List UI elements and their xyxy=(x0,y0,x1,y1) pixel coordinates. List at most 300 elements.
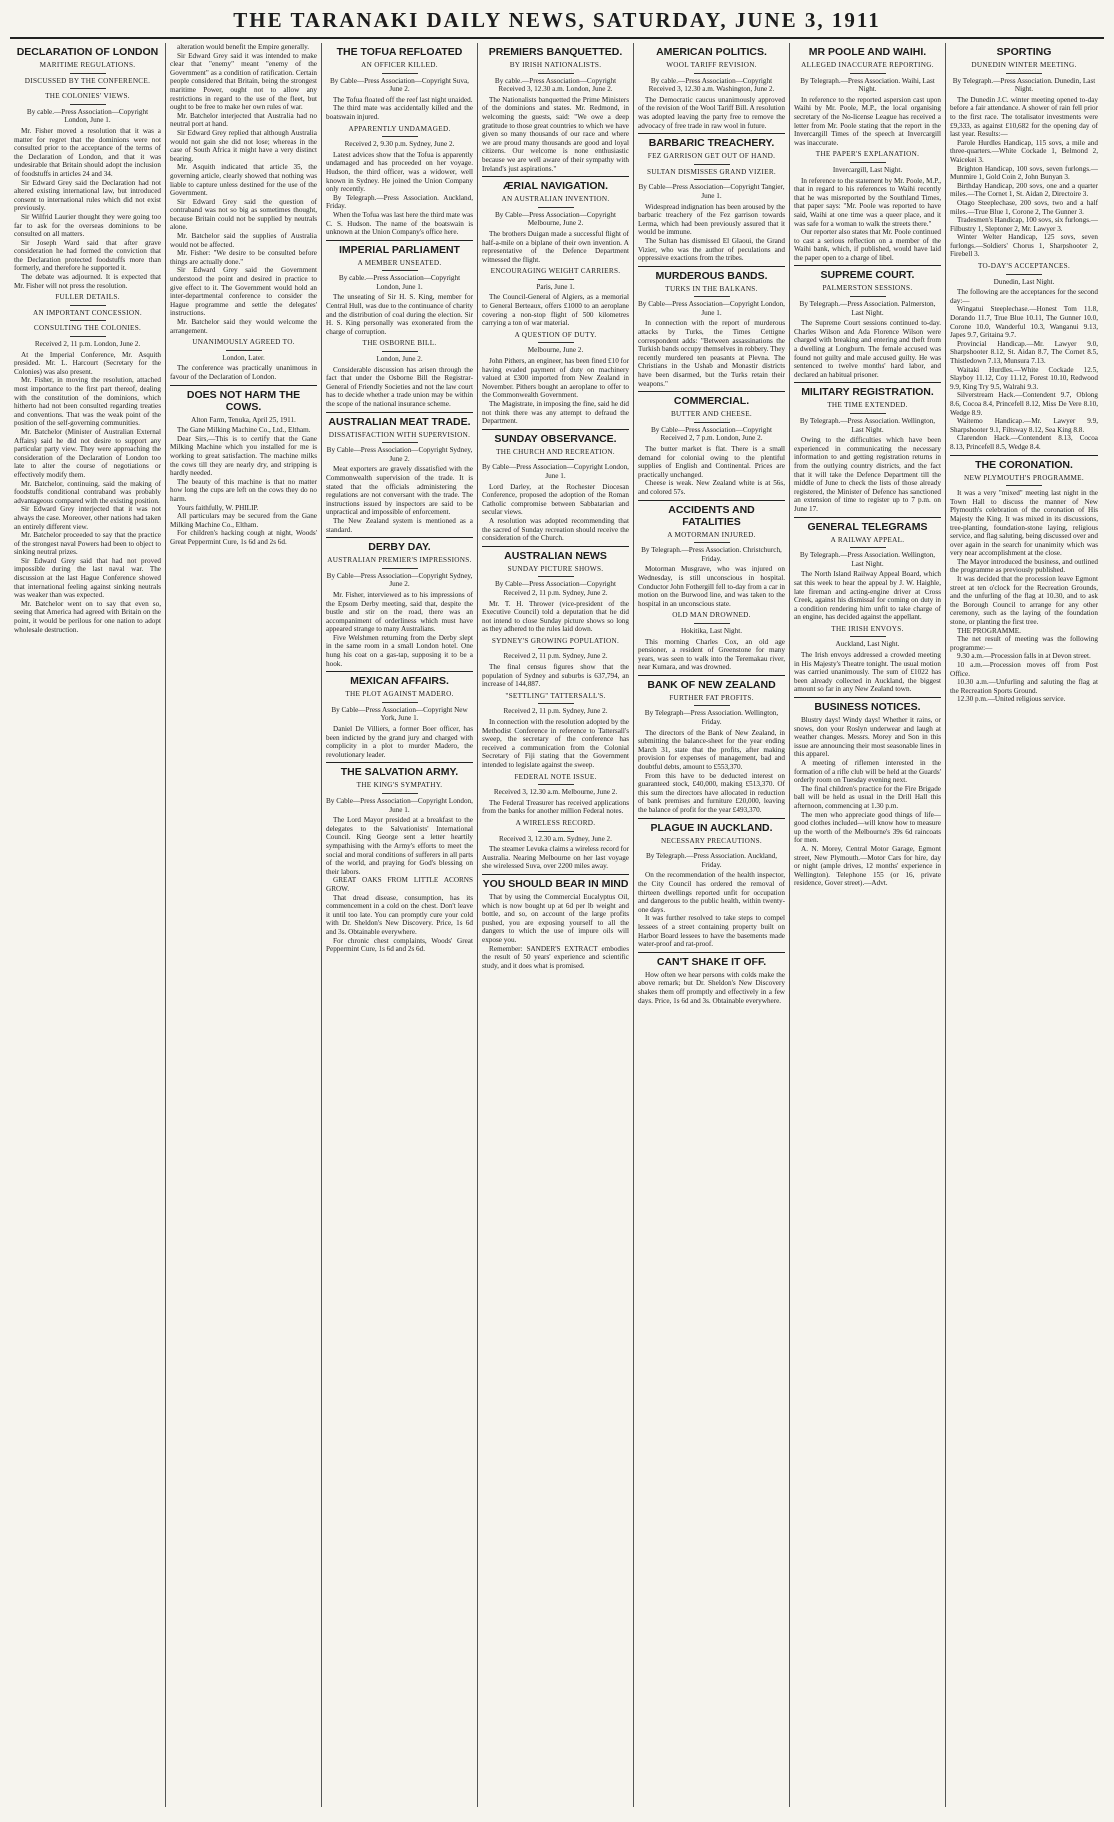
article-headline: GENERAL TELEGRAMS xyxy=(794,517,941,533)
article-paragraph: Sir Joseph Ward said that after grave consideration he had formed the conviction that the Declaration protected foodstuffs more than formerly, and therefore he supported it. xyxy=(14,238,161,273)
article-subhead: ALLEGED INACCURATE REPORTING. xyxy=(801,61,934,69)
article xyxy=(482,267,629,328)
article-body xyxy=(482,96,629,173)
divider-rule xyxy=(382,351,418,352)
article-paragraph: That by using the Commercial Eucalyptus Oil, which is now bought up at 6d per lb weight and bottle, and so, on account of the large profits pushed, you are exposing yourself to all the dangers to which the use of impure oils will expose you. xyxy=(482,892,629,944)
article xyxy=(170,43,317,335)
article-byline: By Cable—Press Association—Copyright Received 2, 7 p.m. London, June 2. xyxy=(651,425,772,443)
article xyxy=(326,240,473,337)
article-byline: Received 2, 11 p.m. London, June 2. xyxy=(34,340,141,349)
article-body xyxy=(794,436,941,513)
article-headline: THE TOFUA REFLOATED xyxy=(336,46,463,58)
divider-rule xyxy=(694,179,730,180)
article-paragraph: Mr. Fisher, interviewed as to his impressions of the Epsom Derby meeting, said that, despite the bustle and stir on the road, there was an accompaniment of orderliness which must have appeared strange to many Australians. xyxy=(326,590,473,634)
article-paragraph: A meeting of riflemen interested in the formation of a rifle club will be held at the Guards' orderly room on Tuesday evening next. xyxy=(794,759,941,785)
article-byline: By cable.—Press Association—Copyright London, June 1. xyxy=(26,107,149,125)
article-subhead: THE PLOT AGAINST MADERO. xyxy=(345,690,454,699)
divider-rule xyxy=(538,459,574,460)
article-subhead: NECESSARY PRECAUTIONS. xyxy=(661,836,762,845)
article-body xyxy=(638,203,785,263)
article-byline: Auckland, Last Night. xyxy=(835,640,900,649)
article-body xyxy=(794,96,941,148)
article-subhead: FEZ GARRISON GET OUT OF HAND. xyxy=(647,152,776,161)
article-byline: By Cable—Press Association—Copyright London, June 1. xyxy=(326,797,473,814)
article-paragraph: alteration would benefit the Empire generally. xyxy=(177,43,310,51)
article-paragraph: Dear Sirs,—This is to certify that the Gane Milking Machine which you installed for me is working to great satisfaction. The machine milks the cows till they are nearly dry, and stripping is hardly needed. xyxy=(170,434,317,478)
article-body xyxy=(638,565,785,608)
article-paragraph: Daniel De Villiers, a former Boer officer, has been indicted by the grand jury and charged with complicity in a plot to murder Madero, the revolutionary leader. xyxy=(326,725,473,759)
article xyxy=(638,46,785,130)
article xyxy=(638,133,785,263)
divider-rule xyxy=(538,576,574,577)
article-paragraph: It was a very "mixed" meeting last night in the Town Hall to discuss the manner of New Plymouth's celebration of the coronation of His Majesty the King. It was mixed in its discussions, tree-planting, foundation-stone laying, religious service, and flag saluting, being discussed over and over again in the search for unanimity which was very near accomplishment at the close. xyxy=(950,489,1098,558)
article xyxy=(638,391,785,496)
article-subhead: ENCOURAGING WEIGHT CARRIERS. xyxy=(490,267,621,276)
article-paragraph: Widespread indignation has been aroused by the barbaric treachery of the Fez garrison towards Lerma, which had been previously assured that it would be immune. xyxy=(638,202,785,237)
article xyxy=(482,429,629,543)
article-byline: Paris, June 1. xyxy=(536,282,575,291)
article-paragraph: It was further resolved to take steps to compel lessees of a street containing property built on Harbor Board lessees to have the basements made water-proof and rat-proof. xyxy=(638,914,785,949)
article-subhead: SYDNEY'S GROWING POPULATION. xyxy=(491,636,620,645)
article-paragraph: The net result of meeting was the following programme:— xyxy=(950,635,1098,652)
article xyxy=(638,818,785,949)
article-paragraph: The unseating of Sir H. S. King, member for Central Hull, was due to the continuance of charity and the distribution of coal during the election. Sir H. S. King personally was exonerated from the charge of corruption. xyxy=(326,293,473,336)
article-paragraph: Remember: SANDER'S EXTRACT embodies the result of 50 years' experience and scientific study, and it does what is promised. xyxy=(482,944,629,970)
article-body xyxy=(794,570,941,622)
article-paragraph: The final census figures show that the population of Sydney and suburbs is 637,794, an increase of 144,887. xyxy=(482,663,629,689)
article-headline: CAN'T SHAKE IT OFF. xyxy=(638,952,785,968)
article-subhead: A WIRELESS RECORD. xyxy=(515,818,596,827)
article-byline: Hokitika, Last Night. xyxy=(680,626,743,635)
article-byline: By Cable—Press Association—Copyright Received 2, 11 p.m. Sydney, June 2. xyxy=(495,580,616,597)
article-paragraph: Mr. Batchelor said they would welcome the arrangement. xyxy=(170,318,317,335)
article xyxy=(326,125,473,237)
article-body xyxy=(482,845,629,871)
article-headline: PREMIERS BANQUETTED. xyxy=(488,46,623,58)
article-paragraph: THE PROGRAMME. xyxy=(957,626,1021,635)
article-body xyxy=(482,293,629,327)
article-subhead: "SETTLING" TATTERSALL'S. xyxy=(505,691,606,700)
article-byline: By Cable—Press Association—Copyright Tangier, June 1. xyxy=(638,183,785,200)
article-body xyxy=(14,351,161,635)
article-headline: THE CORONATION. xyxy=(950,455,1098,471)
article-paragraph: The Irish envoys addressed a crowded meeting in His Majesty's Theatre tonight. The usual motion was carried unanimously. The sum of £1022 has been already collected in Auckland, the biggest amount so far in any New Zealand town. xyxy=(794,651,941,694)
article-paragraph: Five Welshmen returning from the Derby slept in the same room in a small London hotel. One hung his coat on a gas-tap, supposing it to be a hook. xyxy=(326,633,473,668)
article-byline: By Cable—Press Association—Copyright London, June 1. xyxy=(638,300,785,317)
article-byline: By cable.—Press Association—Copyright London, June 1. xyxy=(338,274,461,291)
article xyxy=(638,500,785,609)
article xyxy=(482,546,629,634)
article-paragraph: When the Tofua was last here the third mate was C. S. Hudson. The name of the boatswain is unknown at the Union Company's office here. xyxy=(326,210,473,237)
column xyxy=(322,43,478,1807)
article-paragraph: The Gane Milking Machine Co., Ltd., Eltham. xyxy=(177,426,311,435)
article-paragraph: The beauty of this machine is that no matter how long the cups are left on the cows they do no harm. xyxy=(170,477,317,503)
article-subhead: DUNEDIN WINTER MEETING. xyxy=(971,61,1077,69)
article xyxy=(950,46,1098,259)
article-body xyxy=(170,364,317,381)
article-subhead: AN OFFICER KILLED. xyxy=(361,61,438,69)
article-subhead: THE CHURCH AND RECREATION. xyxy=(496,447,615,456)
divider-rule xyxy=(538,648,574,649)
article-paragraph: 12.30 p.m.—United religious service. xyxy=(957,695,1066,704)
article xyxy=(794,697,941,888)
divider-rule xyxy=(382,793,418,794)
article-subhead: THE OSBORNE BILL. xyxy=(362,339,437,348)
article xyxy=(482,819,629,871)
article-body xyxy=(638,319,785,388)
divider-rule xyxy=(538,279,574,280)
article-byline: By Telegraph.—Press Association. Auckland, Friday. xyxy=(645,852,778,869)
article-body xyxy=(638,871,785,948)
article xyxy=(950,262,1098,451)
article-paragraph: 10.30 a.m.—Unfurling and saluting the flag at the Recreation Sports Ground. xyxy=(950,678,1098,695)
article-byline: London, June 2. xyxy=(376,355,423,364)
article-subhead: SUNDAY PICTURE SHOWS. xyxy=(507,564,604,573)
article xyxy=(482,176,629,264)
article xyxy=(794,625,941,694)
article-subhead: TO-DAY'S ACCEPTANCES. xyxy=(977,262,1071,271)
article-paragraph: Clarendon Hack.—Contendent 8.13, Cocoa 8.13, Princefell 8.5, Wedge 8.4. xyxy=(950,434,1098,451)
article-headline: MR POOLE AND WAIHI. xyxy=(808,46,927,58)
article-body xyxy=(482,663,629,689)
column xyxy=(634,43,790,1807)
article-paragraph: Otago Steeplechase, 200 sovs, two and a half miles.—True Blue 1, Corone 2, The Gunner 3. xyxy=(950,198,1098,216)
article-body xyxy=(170,426,317,546)
article-subhead: DISSATISFACTION WITH SUPERVISION. xyxy=(328,430,471,439)
divider-rule xyxy=(1006,73,1042,74)
divider-rule xyxy=(382,73,418,74)
article-paragraph: That dread disease, consumption, has its commencement in a cold on the chest. Don't leave it until too late. You can promptly cure your cold with Dr. Sheldon's New Discovery. Price, 1s 6d and 3s. Obtainable everywhere. xyxy=(326,893,473,936)
article-paragraph: Blustry days! Windy days! Whether it rains, or snows, don your Roslyn underwear and laugh at weather changes. Messrs. Morey and Son in this issue are announcing their most seasonable lines in this apparel. xyxy=(794,716,941,759)
divider-rule xyxy=(850,162,886,163)
divider-rule xyxy=(1006,485,1042,486)
article-headline: PLAGUE IN AUCKLAND. xyxy=(638,818,785,834)
article-byline: Received 3, 12.30 a.m. Melbourne, June 2. xyxy=(493,788,618,797)
article-paragraph: Sir Edward Grey replied that although Australia would not gain she did not lose; whereas in the case of South Africa it might have a very distinct bearing. xyxy=(170,128,317,163)
article-paragraph: How often we hear persons with colds make the above remark; but Dr. Sheldon's New Discovery shakes them off promptly and effectively in a few days. Price, 1s 6d and 3s. Obtainable everywhere. xyxy=(638,970,785,1005)
article-subhead: UNANIMOUSLY AGREED TO. xyxy=(192,338,295,347)
article xyxy=(326,412,473,535)
article-paragraph: Meat exporters are gravely dissatisfied with the Commonwealth supervision of the trade. It is stated that the officials administering the regulations are not conversant with the trade. The instructions issued by inspectors are said to be unpractical and impossible of enforcement. xyxy=(326,465,473,517)
divider-rule xyxy=(70,305,106,306)
article-body xyxy=(326,293,473,336)
article-paragraph: At the Imperial Conference, Mr. Asquith presided. Mr. L. Harcourt (Secretary for the Colonies) was also present. xyxy=(14,350,161,376)
article-byline: By Telegraph—Press Association. Wellington, Friday. xyxy=(644,709,779,727)
article-paragraph: Parole Hurdles Handicap, 115 sovs, a mile and three-quarters.—White Cockade 1, Belmond 2, Waicekei 3. xyxy=(950,138,1098,164)
article-paragraph: The Sultan has dismissed El Glaoui, the Grand Vizier, who was the author of peculations and oppressive exactions from the tribes. xyxy=(638,236,785,263)
article-byline: By Telegraph.—Press Association. Waihi, Last Night. xyxy=(800,76,935,94)
article-paragraph: The steamer Levuka claims a wireless record for Australia. Nearing Melbourne on her last voyage she wirelessed Suva, over 2200 miles away. xyxy=(482,845,629,871)
article-paragraph: Sir Edward Grey said the Government understood the point and desired in practice to give effect to it. The Government would hold an inter-departmental conference to consider the Hague programme and settle the delegates' instructions. xyxy=(170,266,317,318)
article-subhead: DISCUSSED BY THE CONFERENCE. xyxy=(24,76,151,85)
article xyxy=(638,952,785,1005)
article-body xyxy=(482,357,629,426)
article-paragraph: Brighton Handicap, 100 sovs, seven furlongs.—Munmire 1, Gold Coin 2, John Bunyan 3. xyxy=(950,164,1098,182)
article-paragraph: In connection with the resolution adopted by the Methodist Conference in reference to Tattersall's sweep, the secretary of the conference has received a communication from the Colonial Secretary of Fiji stating that the Government intended to legislate against the sweep. xyxy=(482,718,629,769)
article-byline: By Telegraph.—Press Association. Christchurch, Friday. xyxy=(641,546,782,563)
article-paragraph: This morning Charles Cox, an old age pensioner, a resident of Greenstone for many years, was seen to walk into the Teremakau river, near Kumara, and was drowned. xyxy=(638,637,785,672)
article-body xyxy=(638,729,785,815)
article-headline: BUSINESS NOTICES. xyxy=(794,697,941,713)
article-subhead: THE PAPER'S EXPLANATION. xyxy=(815,150,920,159)
article-paragraph: Sir Edward Grey said that had not proved impossible during the last naval war. The discussion at the last Hague Conference showed that international feeling against sinking neutrals was weaker than was expected. xyxy=(14,556,161,600)
article-body xyxy=(326,96,473,122)
article-body xyxy=(638,638,785,672)
article-byline: London, Later. xyxy=(222,353,265,362)
divider-rule xyxy=(70,104,106,105)
article-body xyxy=(794,177,941,263)
article xyxy=(170,338,317,381)
article-paragraph: The butter market is flat. There is a small demand for colonial owing to the plentiful supplies of English and Continental. Prices are practically unchanged. xyxy=(638,445,785,479)
article-body xyxy=(638,445,785,497)
article-subhead: BUTTER AND CHEESE. xyxy=(670,410,753,419)
article-paragraph: The debate was adjourned. It is expected that Mr. Fisher will not press the resolution. xyxy=(14,273,161,290)
article-headline: MURDEROUS BANDS. xyxy=(638,266,785,282)
divider-rule xyxy=(694,848,730,849)
article-body xyxy=(950,489,1098,704)
divider-rule xyxy=(538,73,574,74)
article xyxy=(482,637,629,689)
article-byline: By Cable—Press Association—Copyright New York, June 1. xyxy=(331,705,468,723)
article-paragraph: 9.30 a.m.—Procession falls in at Devon street. xyxy=(957,652,1091,661)
article xyxy=(638,611,785,672)
article-paragraph: Mr. Fisher: "We desire to be consulted before things are actually done." xyxy=(170,249,317,266)
article xyxy=(794,46,941,147)
article-paragraph: Mr. Batchelor said the supplies of Australia would not be affected. xyxy=(170,232,317,249)
divider-rule xyxy=(850,636,886,637)
article-paragraph: Owing to the difficulties which have been experienced in communicating the necessary information to and getting registration returns in from the outlying country districts, and the fact that it will take the Defence Department till the middle of June to check the lists of those already registered, the Minister of Defence has sanctioned an extension of time to register up to 7 p.m. on June 17. xyxy=(794,436,941,513)
article-subhead: THE COLONIES' VIEWS. xyxy=(45,92,130,101)
divider-rule xyxy=(538,207,574,208)
divider-rule xyxy=(382,442,418,443)
divider-rule xyxy=(850,547,886,548)
article-byline: By Telegraph.—Press Association. Wellington, Last Night. xyxy=(799,551,936,568)
article-paragraph: Mr. T. H. Thrower (vice-president of the Executive Council) told a deputation that he did not intend to close Sunday picture shows so long as they adhered to the rules laid down. xyxy=(482,599,629,634)
article-paragraph: Provincial Handicap.—Mr. Lawyer 9.0, Sharpshooter 8.12, St. Aidan 8.7, The Cornet 8.5, Thistledown 7.13, Munsura 7.13. xyxy=(950,339,1098,365)
article-byline: By Cable—Press Association—Copyright Melbourne, June 2. xyxy=(495,210,616,228)
article-subhead: SULTAN DISMISSES GRAND VIZIER. xyxy=(646,167,777,176)
divider-rule xyxy=(850,413,886,414)
article xyxy=(794,517,941,622)
article-subhead: NEW PLYMOUTH'S PROGRAMME. xyxy=(964,473,1084,482)
divider-rule xyxy=(694,296,730,297)
article-paragraph: Mr. Fisher, in moving the resolution, attached most importance to the first part thereof, dealing with the constitution of the dominions, which hitherto had not been consulted regarding treaties and conventions. That was the weak point of the position of the self-governing communities. xyxy=(14,376,161,428)
column xyxy=(478,43,634,1807)
article-subhead: AN IMPORTANT CONCESSION. xyxy=(33,308,142,317)
article-paragraph: Silverstream Hack.—Contendent 9.7, Oblong 8.6, Cocoa 8.4, Princefell 8.12, Miss De Vere 8.10, Wedge 8.9. xyxy=(950,391,1098,417)
article-paragraph: It was decided that the procession leave Egmont street at ten o'clock for the Recreation Grounds, and the unfurling of the flag at 10.30, and to ask the Borough Council to arrange for any other ceremony, such as the laying of the foundation stone, or planting the first tree. xyxy=(950,575,1098,627)
article xyxy=(14,293,161,634)
article-body xyxy=(950,288,1098,451)
article-byline: By Telegraph.—Press Association. Dunedin, Last Night. xyxy=(952,76,1096,94)
masthead: THE TARANAKI DAILY NEWS, SATURDAY, JUNE 3, 1911 xyxy=(10,8,1104,39)
column xyxy=(10,43,166,1807)
article-headline: DERBY DAY. xyxy=(326,537,473,553)
article-headline: AMERICAN POLITICS. xyxy=(656,46,767,58)
article-paragraph: Lord Darley, at the Rochester Diocesan Conference, proposed the adoption of the Roman Catholic compromise between Sabbatarian and secular views. xyxy=(482,482,629,517)
article xyxy=(482,692,629,770)
article-body xyxy=(794,651,941,694)
article-paragraph: Tradesmen's Handicap, 100 sovs, six furlongs.—Filbustry 1, Sleptoner 2, Mr. Lawyer 3. xyxy=(950,216,1098,233)
article-paragraph: Winter Welter Handicap, 125 sovs, seven furlongs.—Soldiers' Chorus 1, Sharpshooter 2, Firebell 3. xyxy=(950,233,1098,259)
divider-rule xyxy=(538,831,574,832)
divider-rule xyxy=(70,336,106,337)
article-paragraph: Mr. Batchelor went on to say that even so, seeing that America had agreed with Britain on the point, it would be perilous for one nation to adopt wholesale destruction. xyxy=(14,599,161,634)
article-paragraph: 10 a.m.—Procession moves off from Post Office. xyxy=(950,661,1098,678)
article xyxy=(638,675,785,815)
article-paragraph: Mr. Fisher moved a resolution that it was a matter for regret that the dominions were not consulted prior to the acceptance of the terms of the Declaration of London, and that it was undesirable that Britain should adopt the inclusion of foodstuffs in articles 24 and 34. xyxy=(14,126,161,178)
article-paragraph: In reference to the reported aspersion cast upon Waihi by Mr. Poole, M.P., the local organising secretary of the No-license League has received a letter from Mr. Poole stating that the report in the Invercargill Times of the speech at Invercargill was inaccurate. xyxy=(794,95,941,147)
divider-rule xyxy=(694,542,730,543)
article-paragraph: For chronic chest complaints, Woods' Great Peppermint Cure, 1s 6d and 2s 6d. xyxy=(326,936,473,954)
article-paragraph: Sir Edward Grey said it was intended to make clear that "enemy" meant "enemy of the Government" as a condition of ratification. Certain people considered that Britain, being the strongest maritime Power, ought not to allow any restrictions in regard to the use of the fleet, but ought to be free to make her own rules of war. xyxy=(170,51,317,112)
divider-rule xyxy=(70,73,106,74)
article xyxy=(482,874,629,970)
article-subhead: THE TIME EXTENDED. xyxy=(827,401,908,410)
article-paragraph: The third mate was accidentally killed and the boatswain injured. xyxy=(326,104,473,121)
article xyxy=(326,339,473,408)
divider-rule xyxy=(382,568,418,569)
article-paragraph: From this have to be deducted interest on guaranteed stock, £40,000, making £513,370. Of this sum the directors have allocated in reduction of bank premises and furniture £20,000, leaving the balance of profit for the year £493,370. xyxy=(638,771,785,814)
article-paragraph: The Federal Treasurer has received applications from the banks for another million Federal notes. xyxy=(482,798,629,816)
article-subhead: FURTHER FAT PROFITS. xyxy=(669,693,754,702)
article-paragraph: Yours faithfully, W. PHILIP. xyxy=(177,503,259,512)
article-byline: By Cable—Press Association—Copyright Suva, June 2. xyxy=(330,76,469,94)
article-paragraph: The Dunedin J.C. winter meeting opened to-day before a fair attendance. A shower of rain fell prior to the first race. The totalisator investments were £9,333, as against £10,682 for the opening day of last year. Results:— xyxy=(950,95,1098,139)
divider-rule xyxy=(382,136,418,137)
article-body xyxy=(482,230,629,264)
article xyxy=(950,455,1098,704)
article-headline: BARBARIC TREACHERY. xyxy=(638,133,785,149)
divider-rule xyxy=(538,703,574,704)
article xyxy=(326,46,473,122)
article-body xyxy=(14,127,161,290)
article-paragraph: The Lord Mayor presided at a breakfast to the delegates to the Salvationists' International Council. King George sent a letter heartily sympathising with the Army's efforts to meet the social and moral conditions of sufferers in all parts of the world, and praying for God's blessing on their labors. xyxy=(326,816,473,876)
article-headline: SPORTING xyxy=(996,46,1052,58)
article-body xyxy=(326,591,473,668)
article-headline: DECLARATION OF LONDON xyxy=(16,46,159,58)
article-byline: Dunedin, Last Night. xyxy=(993,277,1055,286)
article-headline: SUPREME COURT. xyxy=(794,265,941,281)
article-paragraph: The Democratic caucus unanimously approved of the revision of the Wool Tariff Bill. A resolution was adopted leaving the party free to remove the advocacy of free trade in raw wool in future. xyxy=(638,95,785,130)
article-subhead: WOOL TARIFF REVISION. xyxy=(666,61,757,69)
article-subhead: THE IRISH ENVOYS. xyxy=(831,624,904,633)
divider-rule xyxy=(694,73,730,74)
article-paragraph: Mr. Batchelor, continuing, said the making of foodstuffs conditional contraband was probably advantageous compared with the existing position. xyxy=(14,479,161,505)
article-paragraph: Birthday Handicap, 200 sovs, one and a quarter miles.—The Cornet 1, St. Aidan 2, Directoire 3. xyxy=(950,181,1098,199)
article-paragraph: John Pithers, an engineer, has been fined £10 for having evaded payment of duty on machinery valued at £300 imported from New Zealand in November. Pithers bought an aeroplane to offer to the Commonwealth Government. xyxy=(482,357,629,400)
article-paragraph: Latest advices show that the Tofua is apparently undamaged and has proceeded on her voyage. Hudson, the third officer, was a widower, well known in Sydney. He joined the Union Company only recently. xyxy=(326,150,473,194)
article-body xyxy=(482,893,629,970)
article-paragraph: Mr. Asquith indicated that article 35, the governing article, clearly showed that nothing was liable to capture unless destined for the use of the Government. xyxy=(170,163,317,198)
divider-rule xyxy=(70,320,106,321)
article-paragraph: The Tofua floated off the reef last night unaided. xyxy=(333,95,473,104)
article-paragraph: The following are the acceptances for the second day:— xyxy=(950,288,1098,305)
article-subhead: FEDERAL NOTE ISSUE. xyxy=(514,772,597,781)
article xyxy=(794,382,941,513)
article-paragraph: Waitaki Hurdles.—White Cockade 12.5, Slayboy 11.12, Coy 11.12, Forest 10.10, Redwood 9.9, King Try 9.5, Walrahi 9.3. xyxy=(950,365,1098,391)
article-subhead: FULLER DETAILS. xyxy=(55,293,120,302)
column xyxy=(166,43,322,1807)
article xyxy=(638,266,785,389)
article-subhead: OLD MAN DROWNED. xyxy=(672,611,751,620)
divider-rule xyxy=(226,350,262,351)
article-headline: ACCIDENTS AND FATALITIES xyxy=(638,500,785,528)
article-body xyxy=(638,96,785,130)
divider-rule xyxy=(70,88,106,89)
article-headline: YOU SHOULD BEAR IN MIND xyxy=(482,874,629,890)
article-paragraph: Mr. Batchelor proceeded to say that the practice of the strongest naval Powers had been to object to sinking neutral prizes. xyxy=(14,531,161,557)
article-paragraph: The Nationalists banquetted the Prime Ministers of the dominions and states. Mr. Redmond, in welcoming the guests, said: "We owe a deep gratitude to those great countries to which we have given so many thousands of our race and where we are proud many thousands are good and loyal citizens. Our welcome is none enthusiastic because we are well aware of their sympathy with Ireland's just aspirations." xyxy=(482,95,629,173)
article-subhead: BY IRISH NATIONALISTS. xyxy=(509,61,602,69)
article-byline: By cable.—Press Association—Copyright Received 3, 12.30 a.m. London, June 2. xyxy=(494,76,617,94)
article-byline: Received 2, 11 p.m. Sydney, June 2. xyxy=(503,652,608,661)
columns-container xyxy=(10,43,1104,1807)
article-paragraph: Cheese is weak. New Zealand white is at 56s, and colored 57s. xyxy=(638,479,785,496)
article-subhead: A MOTORMAN INJURED. xyxy=(667,530,756,539)
article xyxy=(482,46,629,173)
divider-rule xyxy=(694,705,730,706)
article-body xyxy=(794,716,941,888)
article-subhead: AN AUSTRALIAN INVENTION. xyxy=(501,195,610,204)
article-headline: AUSTRALIAN NEWS xyxy=(482,546,629,562)
article-paragraph: In reference to the statement by Mr. Poole, M.P., that in regard to his references to Waihi recently that he was misreported by the Southland Times, that paper says: "Mr. Poole was reported to have said, Waihi at one time was a queer place, and it was safe for a woman to walk the streets there." xyxy=(794,176,941,228)
article-paragraph: The New Zealand system is mentioned as a standard. xyxy=(326,516,473,534)
article-paragraph: Motorman Musgrave, who was injured on Wednesday, is still unconscious in hospital. Conductor John Fothergill fell to-day from a car in motion on the Burwood line, and was taken to the hospital in an unconscious state. xyxy=(638,565,785,608)
article xyxy=(794,265,941,379)
article-body xyxy=(950,96,1098,259)
article-subhead: THE KING'S SYMPATHY. xyxy=(356,781,443,790)
column xyxy=(790,43,946,1807)
article-body xyxy=(482,600,629,634)
article-byline: By Telegraph.—Press Association. Palmerston, Last Night. xyxy=(799,300,936,317)
divider-rule xyxy=(1006,274,1042,275)
article-subhead: TURKS IN THE BALKANS. xyxy=(665,284,758,293)
article-paragraph: Mr. Batchelor interjected that Australia had no neutral port at hand. xyxy=(170,111,317,129)
column xyxy=(946,43,1102,1807)
article-headline: SUNDAY OBSERVANCE. xyxy=(482,429,629,445)
article-paragraph: By Telegraph.—Press Association. Auckland, Friday. xyxy=(326,193,473,211)
article-byline: Received 2, 9.30 p.m. Sydney, June 2. xyxy=(344,140,455,149)
article-byline: Received 2, 11 p.m. Sydney, June 2. xyxy=(503,707,608,716)
article xyxy=(14,46,161,290)
article-headline: DOES NOT HARM THE COWS. xyxy=(170,385,317,413)
article-body xyxy=(482,718,629,770)
article-paragraph: GREAT OAKS FROM LITTLE ACORNS GROW. xyxy=(326,876,473,893)
article-byline: By Cable—Press Association—Copyright Sydney, June 2. xyxy=(326,446,473,463)
article-byline: By cable.—Press Association—Copyright Received 3, 12.30 a.m. Washington, June 2. xyxy=(648,76,775,94)
article-paragraph: A. N. Morey, Central Motor Garage, Egmont street, New Plymouth.—Motor Cars for hire, day or night (ample drives, 12 months' experience in Wellington). Telephone 155 (or 16, private residence, Gover street).—Advt. xyxy=(794,844,941,888)
article-byline: Alton Farm, Tenuka, April 25, 1911. xyxy=(191,415,296,424)
article xyxy=(326,671,473,759)
article-paragraph: On the recommendation of the health inspector, the City Council has ordered the removal of thirteen dwellings reported unfit for occupation and dangerous to the public health, within twenty-one days. xyxy=(638,871,785,914)
article-subhead: APPARENTLY UNDAMAGED. xyxy=(348,124,451,133)
divider-rule xyxy=(850,296,886,297)
article-paragraph: Our reporter also states that Mr. Poole continued to cast a serious reflection on a member of the Waihi bank, which, if published, would have laid the paper open to a charge of libel. xyxy=(794,228,941,262)
divider-rule xyxy=(694,422,730,423)
divider-rule xyxy=(382,270,418,271)
divider-rule xyxy=(694,623,730,624)
article-paragraph: The conference was practically unanimous in favour of the Declaration of London. xyxy=(170,364,317,381)
article-paragraph: The brothers Duigan made a successful flight of half-a-mile on a biplane of their own invention. A representative of the Defence Department witnessed the flight. xyxy=(482,229,629,264)
article-body xyxy=(326,366,473,409)
article-subhead: A QUESTION OF DUTY. xyxy=(514,330,597,339)
article xyxy=(794,150,941,262)
article-paragraph: The men who appreciate good things of life—good clothes included—will know how to measure up the worth of the Melbourne's 39s 6d raincoats for men. xyxy=(794,810,941,845)
article-body xyxy=(638,971,785,1005)
article-paragraph: Waitemo Handicap.—Mr. Lawyer 9.9, Sharpshooter 9.1, Filtsway 8.12, Sea King 8.8. xyxy=(950,417,1098,434)
article-body xyxy=(170,43,317,335)
